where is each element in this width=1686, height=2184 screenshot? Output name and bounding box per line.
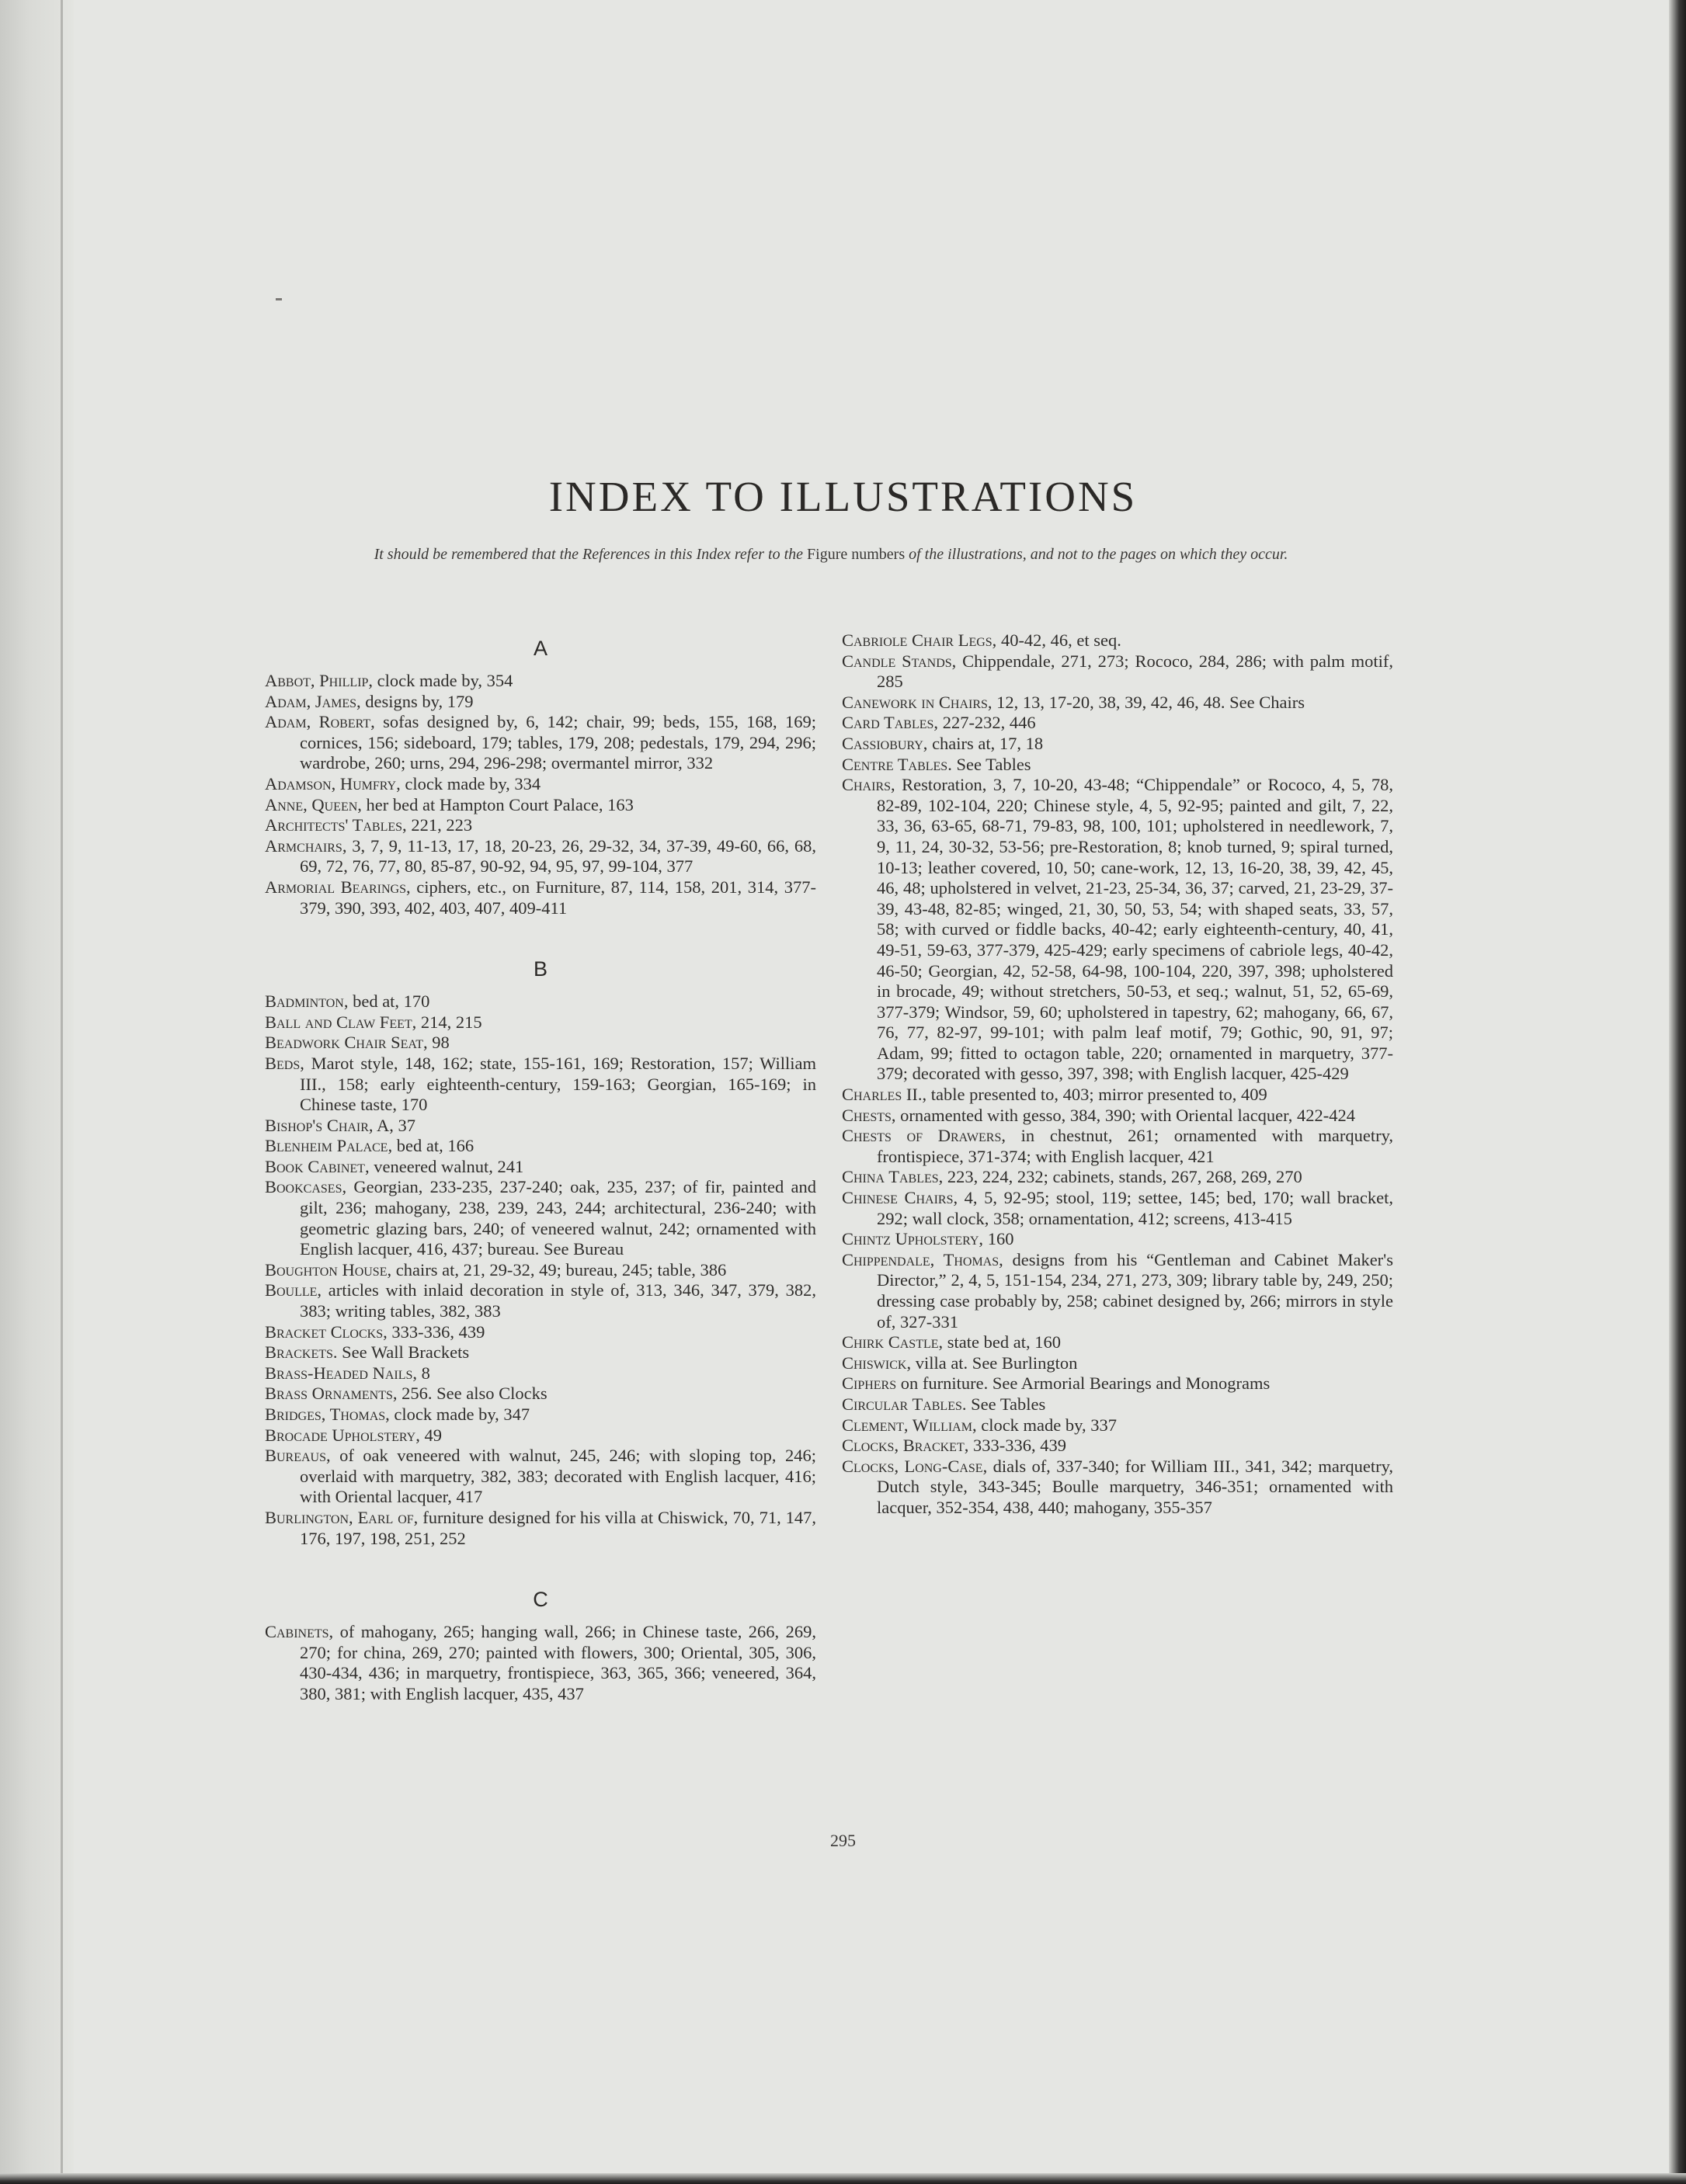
section-letter-a: A: [533, 637, 548, 660]
index-entry: [842, 1188, 1393, 1229]
index-entry-text: of mahogany, 265; hanging wall, 266; in Chinese taste, 266, 269, 270; for china, 269, 270; painted with flowers, 300; Oriental, 305, 306, 430-434, 436; in marquetry, frontispiece, 363, 365, 366; veneered, 364, 380, 381; with English lacquer, 435, 437: [300, 1622, 816, 1703]
index-entry-text: 227-232, 446: [938, 713, 1036, 733]
index-entry-text: 333-336, 439: [387, 1321, 485, 1342]
index-entry-heading: Adam, Robert,: [265, 712, 375, 732]
index-entry: [265, 1177, 816, 1259]
index-entry: [265, 1425, 816, 1446]
index-entry-text: Restoration, 3, 7, 10-20, 43-48; “Chippendale” or Rococo, 4, 5, 78, 82-89, 102-104, 220; Chinese style, 4, 5, 92-95; painted and gilt, 7, 22, 33, 36, 63-65, 68-71, 79-83, 98, 100, 101; upholstered in needlework, 7, 9, 11, 24, 30-32, 53-56; pre-Restoration, 8; knob turned, 9; spiral turned, 10-13; leather covered, 10, 50; cane-work, 12, 13, 16-20, 38, 39, 42, 45, 46, 48; upholstered in velvet, 21-23, 25-34, 36, 37; carved, 21, 23-29, 37-39, 43-48, 82-85; winged, 21, 30, 50, 53, 54; with shaped seats, 33, 57, 58; with curved or fiddle backs, 40-42; early eighteenth-century, 40, 41, 49-51, 59-63, 377-379, 425-429; early specimens of cabriole legs, 40-42, 46-50; Georgian, 42, 52-58, 64-98, 100-104, 220, 397, 398; upholstered in brocade, 49; without stretchers, 50-53, et seq.; walnut, 51, 52, 65-69, 377-379; Windsor, 59, 60; upholstered in tapestry, 62; mahogany, 66, 67, 76, 77, 82-97, 99-101; with palm leaf motif, 79; Gothic, 90, 91, 97; Adam, 99; fitted to octagon table, 220; ornamented in marquetry, 377-379; decorated with gesso, 397, 398; with English lacquer, 425-429: [877, 775, 1393, 1084]
index-entry: [265, 1012, 816, 1033]
index-entry-text: 98: [427, 1033, 450, 1053]
index-entry-text: 4, 5, 92-95; stool, 119; settee, 145; bed, 170; wall bracket, 292; wall clock, 358; ornamentation, 412; screens, 413-415: [877, 1188, 1393, 1228]
index-entry: [842, 1436, 1393, 1457]
index-entry-text: state bed at, 160: [943, 1332, 1061, 1352]
index-entry-heading: Brass-Headed Nails,: [265, 1363, 418, 1383]
index-entry-text: ornamented with gesso, 384, 390; with Oriental lacquer, 422-424: [895, 1105, 1356, 1125]
index-entry-heading: Book Cabinet,: [265, 1156, 370, 1176]
section-a-entries: [265, 671, 816, 918]
section-letter-b: B: [533, 957, 548, 981]
index-entry: [265, 795, 816, 816]
index-entry-heading: Clement, William,: [842, 1415, 977, 1435]
index-entry-text: clock made by, 347: [389, 1404, 530, 1424]
index-entry-heading: Clocks, Bracket,: [842, 1436, 969, 1456]
index-entry: [265, 1054, 816, 1116]
index-entry-heading: Chinese Chairs,: [842, 1188, 958, 1208]
index-entry-heading: Chests of Drawers,: [842, 1126, 1006, 1146]
index-entry-heading: Brass Ornaments,: [265, 1384, 398, 1404]
index-entry-text: chairs at, 21, 29-32, 49; bureau, 245; table, 386: [391, 1259, 727, 1279]
index-entry-heading: Brackets.: [265, 1342, 338, 1363]
index-entry-heading: Bishop's Chair, A,: [265, 1115, 394, 1135]
index-entry: [265, 836, 816, 877]
index-entry-text: 223, 224, 232; cabinets, stands, 267, 268, 269, 270: [943, 1167, 1302, 1187]
index-entry-text: Marot style, 148, 162; state, 155-161, 169; Restoration, 157; William III., 158; early eighteenth-century, 159-163; Georgian, 165-169; in Chinese taste, 170: [300, 1053, 816, 1115]
index-entry-text: 160: [983, 1229, 1014, 1249]
index-entry-heading: Chests,: [842, 1105, 896, 1125]
index-entry-heading: Cabriole Chair Legs,: [842, 630, 997, 650]
index-entry: [842, 630, 1393, 651]
index-entry-heading: Charles II.,: [842, 1085, 927, 1105]
index-entry-heading: Card Tables,: [842, 713, 939, 733]
index-entry-heading: Boulle,: [265, 1280, 322, 1300]
index-entry: [265, 671, 816, 692]
index-entry-text: her bed at Hampton Court Palace, 163: [361, 794, 634, 814]
index-entry: [265, 692, 816, 713]
index-column-right: [842, 630, 1393, 1519]
index-entry-text: chairs at, 17, 18: [927, 733, 1044, 753]
index-entry: [842, 1250, 1393, 1332]
index-entry-heading: Cassiobury,: [842, 733, 928, 753]
index-entry: [265, 1446, 816, 1508]
index-entry-text: See Wall Brackets: [337, 1342, 470, 1363]
index-entry-text: See Tables: [966, 1394, 1046, 1414]
index-entry-heading: Chairs,: [842, 775, 895, 795]
index-entry-text: bed at, 166: [392, 1136, 475, 1156]
index-entry: [842, 755, 1393, 776]
section-c-entries-left: [265, 1622, 816, 1704]
index-entry-text: 49: [419, 1425, 442, 1445]
index-entry-heading: Architects' Tables,: [265, 815, 407, 835]
index-entry-heading: Cabinets,: [265, 1622, 334, 1642]
index-entry-heading: Centre Tables.: [842, 754, 952, 774]
index-entry: [265, 1404, 816, 1425]
index-entry: [265, 815, 816, 836]
index-entry-text: articles with inlaid decoration in style of, 313, 346, 347, 379, 382, 383; writing tables, 382, 383: [300, 1280, 816, 1321]
index-entry-heading: China Tables,: [842, 1167, 944, 1187]
index-entry: [842, 1457, 1393, 1519]
index-entry-heading: Circular Tables.: [842, 1394, 967, 1414]
page-edge-bottom: [0, 2173, 1686, 2184]
index-entry-heading: Badminton,: [265, 991, 349, 1012]
index-entry: [842, 693, 1393, 714]
index-entry-heading: Blenheim Palace,: [265, 1136, 393, 1156]
index-entry: [842, 713, 1393, 734]
index-entry-heading: Armorial Bearings,: [265, 877, 411, 897]
index-entry-text: 40-42, 46, et seq.: [996, 630, 1121, 650]
index-entry-heading: Beadwork Chair Seat,: [265, 1033, 428, 1053]
index-entry: [842, 1332, 1393, 1353]
index-entry-heading: Anne, Queen,: [265, 794, 362, 814]
index-entry-text: See Tables: [951, 754, 1031, 774]
section-b-entries: [265, 991, 816, 1549]
section-letter-c: C: [533, 1588, 548, 1612]
index-entry-text: sofas designed by, 6, 142; chair, 99; beds, 155, 168, 169; cornices, 156; sideboard, 179; tables, 179, 208; pedestals, 179, 294, 296; wardrobe, 260; urns, 294, 296-298; overmantel mirror, 332: [300, 712, 816, 773]
index-entry: [265, 1342, 816, 1363]
index-entry-heading: Armchairs,: [265, 835, 347, 856]
index-entry-text: 256. See also Clocks: [397, 1384, 548, 1404]
index-entry-heading: Ball and Claw Feet,: [265, 1012, 417, 1032]
index-entry: [842, 1353, 1393, 1374]
index-entry: [265, 1508, 816, 1549]
index-entry-text: 221, 223: [406, 815, 473, 835]
index-entry-text: 214, 215: [416, 1012, 482, 1032]
index-entry-heading: Bookcases,: [265, 1177, 347, 1197]
index-entry-heading: Bracket Clocks,: [265, 1321, 388, 1342]
index-entry-heading: Bridges, Thomas,: [265, 1404, 390, 1424]
index-entry: [265, 1384, 816, 1404]
index-entry: [265, 1622, 816, 1704]
index-entry-text: clock made by, 334: [400, 773, 541, 793]
page-edge-right: [1669, 0, 1686, 2184]
stray-ink-mark: [276, 298, 282, 300]
index-entry: [842, 1106, 1393, 1127]
index-entry: [265, 991, 816, 1012]
index-entry-heading: Chirk Castle,: [842, 1332, 944, 1352]
index-entry-heading: Beds,: [265, 1053, 304, 1073]
index-entry: [842, 1229, 1393, 1250]
index-entry-heading: Ciphers: [842, 1373, 897, 1394]
index-entry-text: bed at, 170: [348, 991, 430, 1012]
index-entry-text: designs by, 179: [360, 691, 474, 711]
index-entry: [265, 1033, 816, 1054]
index-entry-text: clock made by, 337: [976, 1415, 1117, 1435]
page-number: 295: [830, 1831, 856, 1850]
index-entry-heading: Chintz Upholstery,: [842, 1229, 984, 1249]
index-entry: [265, 877, 816, 918]
index-entry: [265, 1280, 816, 1321]
index-entry-heading: Chiswick,: [842, 1352, 912, 1373]
index-entry-text: 333-336, 439: [968, 1436, 1066, 1456]
index-entry: [842, 1126, 1393, 1167]
index-entry-text: villa at. See Burlington: [911, 1352, 1078, 1373]
index-entry: [842, 1373, 1393, 1394]
index-entry: [265, 1260, 816, 1281]
index-entry: [265, 1363, 816, 1384]
index-entry: [265, 1136, 816, 1157]
index-entry: [265, 1157, 816, 1178]
index-entry-text: veneered walnut, 241: [369, 1156, 524, 1176]
index-entry-heading: Burlington, Earl of,: [265, 1507, 419, 1527]
index-entry: [842, 1085, 1393, 1106]
index-note-pre: It should be remembered that the References in this Index refer to the: [374, 546, 808, 563]
index-column-left: [265, 630, 816, 1705]
index-note-figure: Figure numbers: [807, 546, 906, 563]
index-entry-heading: Candle Stands,: [842, 651, 957, 671]
index-note-post: of the illustrations, and not to the pages on which they occur.: [905, 546, 1288, 563]
index-entry: [842, 775, 1393, 1085]
page-title: INDEX TO ILLUSTRATIONS: [548, 473, 1138, 520]
index-entry-heading: Adamson, Humfry,: [265, 773, 401, 793]
index-entry-text: clock made by, 354: [372, 671, 513, 690]
index-entry-heading: Boughton House,: [265, 1259, 392, 1279]
index-entry-text: in chestnut, 261; ornamented with marquetry, frontispiece, 371-374; with English lacquer, 421: [877, 1126, 1393, 1166]
index-entry-text: of oak veneered with walnut, 245, 246; with sloping top, 246; overlaid with marquetry, 382, 383; decorated with English lacquer, 416; with Oriental lacquer, 417: [300, 1446, 816, 1507]
index-entry: [265, 712, 816, 774]
index-entry-text: dials of, 337-340; for William III., 341, 342; marquetry, Dutch style, 343-345; Boulle marquetry, 346-351; ornamented with lacquer, 352-354, 438, 440; mahogany, 355-357: [877, 1456, 1393, 1517]
index-entry-text: Georgian, 233-235, 237-240; oak, 235, 237; of fir, painted and gilt, 236; mahogany, 238, 239, 243, 244; architectural, 236-240; with geometric glazing bars, 240; of veneered walnut, 242; ornamented with English lacquer, 416, 437; bureau. See Bureau: [300, 1177, 816, 1259]
index-entry-text: Chippendale, 271, 273; Rococo, 284, 286; with palm motif, 285: [877, 651, 1393, 692]
index-entry-text: 3, 7, 9, 11-13, 17, 18, 20-23, 26, 29-32, 34, 37-39, 49-60, 66, 68, 69, 72, 76, 77, 80, 85-87, 90-92, 94, 95, 97, 99-104, 377: [300, 835, 816, 877]
index-entry: [265, 1116, 816, 1137]
index-entry: [842, 1415, 1393, 1436]
index-entry-heading: Clocks, Long-Case,: [842, 1456, 988, 1476]
index-entry: [265, 1322, 816, 1343]
index-entry: [265, 774, 816, 795]
index-entry: [842, 734, 1393, 755]
index-entry-heading: Chippendale, Thomas,: [842, 1249, 1003, 1269]
index-entry-heading: Abbot, Phillip,: [265, 671, 373, 690]
gutter-line: [61, 0, 63, 2184]
index-entry-text: designs from his “Gentleman and Cabinet Maker's Director,” 2, 4, 5, 151-154, 234, 271, 273, 309; library table by, 249, 250; dressing case probably by, 258; cabinet designed by, 266; mirrors in style of, 327-331: [877, 1249, 1393, 1332]
index-entry-heading: Adam, James,: [265, 691, 361, 711]
index-entry-text: 8: [417, 1363, 430, 1383]
index-entry-text: 12, 13, 17-20, 38, 39, 42, 46, 48. See Chairs: [992, 692, 1305, 712]
index-entry-heading: Canework in Chairs,: [842, 692, 992, 712]
index-entry-text: ciphers, etc., on Furniture, 87, 114, 158, 201, 314, 377-379, 390, 393, 402, 403, 407, 409-411: [300, 877, 817, 918]
index-entry-text: furniture designed for his villa at Chiswick, 70, 71, 147, 176, 197, 198, 251, 252: [300, 1507, 816, 1548]
index-entry-heading: Bureaus,: [265, 1446, 331, 1466]
index-note: [342, 545, 1320, 564]
index-entry-heading: Brocade Upholstery,: [265, 1425, 420, 1445]
section-c-entries-right: [842, 630, 1393, 1519]
index-entry: [842, 1167, 1393, 1188]
index-entry-text: 37: [393, 1115, 415, 1135]
index-entry-text: table presented to, 403; mirror presented to, 409: [926, 1085, 1267, 1105]
index-entry: [842, 651, 1393, 693]
index-entry-text: on furniture. See Armorial Bearings and Monograms: [896, 1373, 1271, 1394]
index-entry: [842, 1394, 1393, 1415]
